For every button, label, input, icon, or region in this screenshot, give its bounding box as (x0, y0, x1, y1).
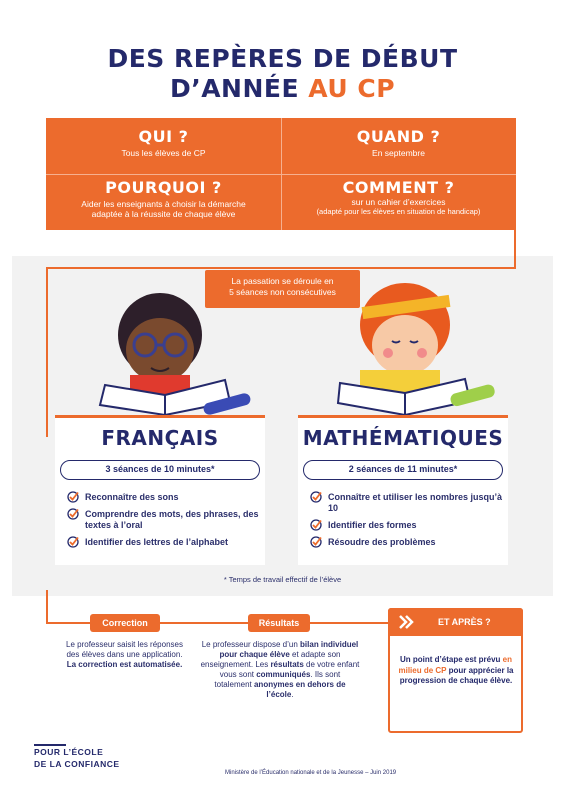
list-item (65, 509, 260, 531)
list-item (65, 492, 260, 503)
apres-accent: en milieu de CP (398, 655, 513, 675)
apres-box (388, 608, 523, 733)
logo (34, 746, 120, 770)
maths-list (308, 492, 503, 554)
pourquoi-cell (46, 174, 281, 230)
list-item-text: Identifier des formes (328, 520, 417, 530)
quand-cell (281, 118, 516, 174)
apres-text (396, 655, 516, 687)
maths-sessions: 2 séances de 11 minutes* (303, 460, 503, 480)
maths-card (298, 415, 508, 565)
francais-list (65, 492, 260, 554)
ministry-credit: Ministère de l’Éducation nationale et de la Jeunesse – Juin 2019 (225, 770, 397, 776)
francais-card (55, 415, 265, 565)
title-line-2 (0, 74, 565, 104)
resultats-text-part: Le professeur dispose d’un (201, 640, 301, 649)
title-accent: AU CP (308, 74, 396, 103)
correction-text (62, 640, 187, 670)
qui-cell (46, 118, 281, 174)
francais-title: FRANÇAIS (101, 426, 219, 450)
connector-line (46, 590, 48, 624)
resultats-text-bold: résultats (270, 660, 304, 669)
correction-label: Correction (90, 614, 160, 632)
resultats-text-bold: bilan individuel pour chaque élève (219, 640, 359, 659)
connector-line (46, 267, 516, 269)
girl-reading-illustration (320, 275, 500, 415)
list-item (308, 537, 503, 548)
logo-line-2: DE LA CONFIANCE (34, 759, 120, 769)
connector-line (46, 267, 48, 437)
comment-text: sur un cahier d’exercices (351, 197, 446, 207)
title-line-1: DES REPÈRES DE DÉBUT (107, 44, 458, 73)
quand-text: En septembre (372, 148, 425, 158)
list-item-text: Reconnaître des sons (85, 492, 179, 502)
comment-note: (adapté pour les élèves en situation de handicap) (316, 207, 481, 216)
correction-text-plain: Le professeur saisit les réponses des élèves dans une application. (66, 640, 183, 659)
resultats-text-part: et adapte son enseignement. Les (200, 650, 341, 669)
quand-heading: QUAND ? (356, 127, 441, 146)
passation-line-1: La passation se déroule en (231, 276, 334, 286)
comment-cell (281, 174, 516, 230)
passation-line-2: 5 séances non consécutives (229, 287, 336, 297)
boy-reading-illustration (85, 280, 265, 415)
info-grid (46, 118, 516, 230)
check-icon (310, 519, 322, 531)
pourquoi-text: Aider les enseignants à choisir la démarche adaptée à la réussite de chaque élève (81, 199, 246, 219)
resultats-text-bold: communiqués (256, 670, 311, 679)
apres-header (388, 608, 523, 636)
title-line-2-start: D’ANNÉE (169, 74, 309, 103)
maths-title: MATHÉMATIQUES (302, 426, 504, 450)
list-item (65, 537, 260, 548)
correction-text-bold: La correction est automatisée. (66, 660, 183, 669)
francais-sessions: 3 séances de 10 minutes* (60, 460, 260, 480)
double-chevron-right-icon (398, 614, 414, 630)
logo-line-1: POUR L’ÉCOLE (34, 747, 104, 757)
comment-heading: COMMENT ? (342, 178, 455, 197)
pourquoi-heading: POURQUOI ? (105, 178, 222, 197)
check-icon (67, 491, 79, 503)
list-item (308, 520, 503, 531)
resultats-text (200, 640, 360, 700)
page-title (0, 44, 565, 104)
resultats-text-part: de votre enfant vous sont (219, 660, 360, 679)
list-item-text: Résoudre des problèmes (328, 537, 436, 547)
check-icon (310, 536, 322, 548)
resultats-text-part: . Ils sont totalement (214, 670, 341, 689)
check-icon (67, 536, 79, 548)
list-item-text: Connaître et utiliser les nombres jusqu’à 10 (328, 492, 503, 513)
apres-text-part: Un point d’étape est prévu (399, 655, 503, 664)
qui-heading: QUI ? (138, 127, 189, 146)
resultats-label: Résultats (248, 614, 310, 632)
connector-line (514, 230, 516, 268)
list-item-text: Comprendre des mots, des phrases, des textes à l’oral (85, 509, 259, 530)
list-item-text: Identifier des lettres de l’alphabet (85, 537, 229, 547)
qui-text: Tous les élèves de CP (121, 148, 206, 158)
apres-text-part: pour apprécier la progression de chaque élève. (399, 665, 514, 685)
check-icon (67, 508, 79, 520)
resultats-text-bold: anonymes en dehors de l’école (253, 680, 346, 699)
apres-label: ET APRÈS ? (438, 617, 491, 627)
resultats-text-part: . (291, 690, 294, 699)
check-icon (310, 491, 322, 503)
footnote: * Temps de travail effectif de l’élève (223, 575, 342, 584)
list-item (308, 492, 503, 514)
